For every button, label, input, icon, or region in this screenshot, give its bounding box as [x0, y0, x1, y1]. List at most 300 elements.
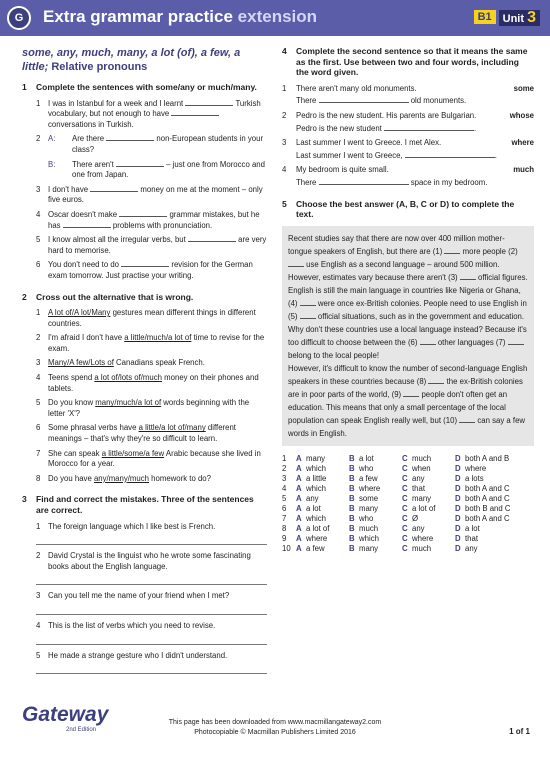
option-letter: B — [349, 463, 355, 473]
option-letter: C — [402, 523, 408, 533]
option-letter: B — [349, 483, 355, 493]
option-row — [282, 474, 534, 484]
passage-text: Recent studies say that there are now over 400 million mother-tongue speakers of English, but there are — [288, 233, 505, 256]
option-letter: B — [349, 533, 355, 543]
option-d[interactable]: that — [465, 533, 479, 543]
option-b[interactable]: some — [359, 493, 379, 503]
option-letter: A — [296, 473, 302, 483]
passage-text: other languages — [437, 337, 496, 347]
section-title-plain: Relative pronouns — [51, 61, 148, 73]
option-letter: B — [349, 513, 355, 523]
item-number: 6 — [36, 423, 41, 433]
option-a[interactable]: many — [306, 453, 326, 463]
option-row — [282, 484, 534, 494]
edition-label: 2nd Edition — [66, 727, 97, 733]
option-row — [282, 544, 534, 554]
second-sentence — [296, 124, 534, 135]
reading-passage — [282, 226, 534, 446]
task-text: Complete the second sentence so that it means the same as the first. Use between two and four words, including the word given. — [296, 46, 528, 78]
item-text: David Crystal is the linguist who he wrote some fascinating books about the English language. — [48, 551, 251, 571]
option-d[interactable]: both A and C — [465, 513, 510, 523]
title-main: Extra grammar practice — [43, 7, 233, 26]
option-letter: A — [296, 543, 302, 553]
option-row — [282, 464, 534, 474]
answer-blank[interactable] — [116, 160, 164, 167]
passage-text: can say a few words in English. — [288, 415, 526, 438]
gap-number: (10) — [443, 415, 458, 425]
item-number: 2 — [36, 134, 41, 144]
answer-line[interactable] — [36, 535, 267, 545]
item-text: homework to do? — [149, 473, 211, 483]
task1-item — [22, 235, 267, 256]
option-a[interactable]: where — [306, 533, 328, 543]
item-number: 1 — [36, 521, 41, 531]
option-row — [282, 524, 534, 534]
option-letter: C — [402, 483, 408, 493]
option-letter: B — [349, 473, 355, 483]
option-d[interactable]: a lots — [465, 473, 484, 483]
task-number: 3 — [22, 494, 27, 505]
option-letter: C — [402, 493, 408, 503]
item-number: 4 — [36, 373, 41, 383]
option-b[interactable]: where — [359, 483, 381, 493]
item-text: conversations in Turkish. — [48, 119, 134, 129]
option-b[interactable]: many — [359, 503, 379, 513]
answer-blank[interactable] — [185, 99, 233, 106]
task-4-instruction — [282, 46, 534, 78]
item-number: 8 — [36, 473, 41, 483]
item-text: – just one from Morocco and one from Japan. — [72, 159, 265, 180]
sentence-end: old monuments. — [410, 96, 467, 106]
task-number: 2 — [22, 291, 27, 302]
underlined-options[interactable]: many/much/a lot of — [95, 398, 162, 408]
question-number: 3 — [282, 473, 287, 483]
item-text: There aren't — [72, 159, 114, 169]
underlined-options[interactable]: Many/A few/Lots of — [48, 358, 114, 368]
option-letter: A — [296, 513, 302, 523]
passage-text: more people — [460, 246, 509, 256]
answer-blank[interactable] — [121, 260, 169, 267]
task-text: Find and correct the mistakes. Three of the sentences are correct. — [36, 494, 254, 515]
task4-item — [282, 111, 534, 134]
passage-text: official figures. — [475, 272, 528, 282]
option-d[interactable]: both A and C — [465, 493, 510, 503]
task4-item — [282, 138, 534, 161]
unit-label — [499, 10, 540, 26]
item-text: Some phrasal verbs have — [48, 423, 139, 433]
first-sentence: Last summer I went to Greece. I met Alex. — [296, 138, 442, 148]
underlined-options[interactable]: a little/some/a few — [101, 448, 165, 458]
item-number: 4 — [36, 209, 41, 219]
gap-blank[interactable] — [459, 416, 475, 423]
item-text: I know almost all the irregular verbs, but — [48, 235, 186, 245]
copyright-note: Photocopiable © Macmillan Publishers Limited 2016 — [194, 729, 356, 736]
download-note: This page has been downloaded from www.macmillangateway2.com — [168, 719, 382, 726]
item-number: 7 — [36, 448, 41, 458]
item-text: I don't have — [48, 184, 89, 194]
question-number: 1 — [282, 453, 287, 463]
item-text: revision for the German exam tomorrow. Just practise your writing. — [48, 260, 253, 280]
answer-blank[interactable] — [319, 178, 409, 185]
item-number: 5 — [36, 650, 41, 660]
task1-item — [22, 134, 267, 155]
question-number: 9 — [282, 533, 287, 543]
gap-blank[interactable] — [460, 273, 476, 280]
item-text: I'm afraid I don't have — [48, 333, 125, 343]
question-number: 7 — [282, 513, 287, 523]
grammar-logo-icon: G — [7, 6, 31, 30]
option-letter: D — [455, 493, 461, 503]
page-footer — [0, 703, 550, 777]
first-sentence: Pedro is the new student. His parents are Bulgarian. — [296, 110, 477, 120]
option-letter: A — [296, 483, 302, 493]
task3-item — [22, 621, 267, 632]
passage-text: English is still the main language in countries like Nigeria or Ghana, — [288, 285, 521, 295]
item-text: Canadians speak French. — [113, 358, 205, 368]
task2-item — [22, 449, 267, 470]
item-number: 5 — [36, 398, 41, 408]
gap-number: (7) — [495, 337, 506, 347]
item-text: Turkish vocabulary, but not enough to have — [48, 98, 261, 119]
section-title — [22, 46, 267, 74]
item-text: Are there — [72, 134, 105, 144]
item-number: 3 — [36, 591, 41, 601]
option-letter: C — [402, 543, 408, 553]
unit-badge — [474, 10, 540, 28]
key-word: much — [513, 165, 534, 175]
gateway-logo: Gateway — [22, 703, 109, 726]
gap-number: (6) — [407, 337, 418, 347]
task-3-instruction — [22, 494, 267, 515]
option-b[interactable]: a few — [359, 473, 378, 483]
passage-text: use English as a second language – around 500 million. However, estimates vary because there aren't — [288, 259, 500, 282]
gap-number: (2) — [508, 246, 518, 256]
option-letter: D — [455, 503, 461, 513]
item-number: 5 — [36, 235, 41, 245]
option-b[interactable]: a lot — [359, 453, 374, 463]
unit-number: 3 — [527, 9, 536, 26]
underlined-options[interactable]: a lot of/lots of/much — [94, 373, 162, 383]
option-letter: D — [455, 543, 461, 553]
item-text: I was in Istanbul for a week and I learnt — [48, 98, 184, 108]
option-a[interactable]: which — [306, 463, 326, 473]
option-c[interactable]: when — [412, 463, 431, 473]
task-number: 4 — [282, 46, 287, 56]
item-text: You don't need to do — [48, 260, 120, 270]
item-text: are very hard to memorise. — [48, 235, 267, 255]
option-d[interactable]: both B and C — [465, 503, 511, 513]
answer-line[interactable] — [36, 575, 267, 585]
item-number: 3 — [36, 184, 41, 194]
task-5-instruction — [282, 199, 534, 220]
item-number: 2 — [36, 333, 41, 343]
task3-item — [22, 551, 267, 572]
gap-blank[interactable] — [444, 247, 460, 254]
speaker-label: A: — [48, 134, 56, 144]
item-text: non-European students in your class? — [72, 134, 264, 154]
option-letter: C — [402, 533, 408, 543]
item-text: This is the list of verbs which you need to revise. — [48, 620, 216, 630]
task1-item — [22, 160, 267, 181]
passage-text: the ex-British colonies are in poor parts of the world, — [288, 376, 523, 399]
sentence-start: Last summer I went to Greece, — [296, 150, 403, 160]
key-word: whose — [509, 110, 534, 120]
answer-line[interactable] — [36, 635, 267, 645]
unit-text: Unit — [502, 13, 525, 25]
option-b[interactable]: which — [359, 533, 379, 543]
answer-line[interactable] — [36, 605, 267, 615]
item-text: words beginning with the letter 'X'? — [48, 398, 250, 418]
question-number: 5 — [282, 493, 287, 503]
question-number: 6 — [282, 503, 287, 513]
gap-number: (5) — [288, 311, 298, 321]
item-text: The foreign language which I like best is French. — [48, 521, 216, 531]
task1-item — [22, 260, 267, 281]
item-text: Can you tell me the name of your friend when I met? — [48, 591, 230, 601]
sentence-end: space in my bedroom. — [410, 177, 488, 187]
level-badge: B1 — [474, 10, 496, 24]
task3-item — [22, 522, 267, 533]
task4-item — [282, 165, 534, 188]
gap-blank[interactable] — [300, 312, 316, 319]
gap-number: (3) — [448, 272, 458, 282]
answer-blank[interactable] — [90, 185, 138, 192]
option-letter: B — [349, 493, 355, 503]
gap-number: (4) — [288, 298, 298, 308]
task4-item — [282, 84, 534, 107]
option-letter: A — [296, 463, 302, 473]
option-a[interactable]: a lot of — [306, 523, 330, 533]
option-letter: D — [455, 483, 461, 493]
option-letter: D — [455, 453, 461, 463]
option-letter: D — [455, 533, 461, 543]
option-letter: D — [455, 473, 461, 483]
speaker-label: B: — [48, 159, 56, 169]
gap-blank[interactable] — [403, 390, 419, 397]
question-number: 2 — [282, 463, 287, 473]
sentence-start: There — [296, 96, 317, 106]
option-row — [282, 494, 534, 504]
gap-blank[interactable] — [508, 338, 524, 345]
item-number: 1 — [282, 83, 287, 93]
passage-text: However, it's difficult to know the number of second-language English speakers in these countries because — [288, 363, 528, 386]
option-a[interactable]: which — [306, 483, 326, 493]
left-column — [22, 46, 267, 680]
sentence-start: There — [296, 177, 317, 187]
option-c[interactable]: that — [412, 483, 426, 493]
option-a[interactable]: a little — [306, 473, 327, 483]
item-number: 2 — [36, 551, 41, 561]
option-d[interactable]: where — [465, 463, 487, 473]
item-number: 2 — [282, 110, 287, 120]
passage-text: people don't often get an education. This means that only a small percentage of the local population can speak English really well, but — [288, 389, 508, 425]
page-title — [43, 7, 317, 27]
sentence-start: Pedro is the new student — [296, 123, 382, 133]
task-text: Choose the best answer (A, B, C or D) to complete the text. — [296, 198, 515, 220]
item-text: different meanings – that's why they're so difficult to learn. — [48, 423, 236, 444]
first-sentence: There aren't many old monuments. — [296, 83, 417, 93]
option-letter: A — [296, 523, 302, 533]
option-letter: C — [402, 473, 408, 483]
item-number: 3 — [36, 358, 41, 368]
passage-text: belong to the local people! — [288, 350, 380, 360]
task-2-instruction — [22, 292, 267, 303]
task2-item — [22, 308, 267, 329]
item-text: money on their phones and tablets. — [48, 373, 259, 393]
underlined-options[interactable]: a little/much/a lot of — [124, 333, 192, 343]
answer-line[interactable] — [36, 664, 267, 674]
option-letter: D — [455, 463, 461, 473]
item-text: time to revise for the exam. — [48, 333, 265, 353]
answer-options-table — [282, 454, 534, 554]
answer-blank[interactable] — [119, 210, 167, 217]
task3-item — [22, 591, 267, 602]
item-number: 1 — [36, 98, 41, 108]
option-row — [282, 514, 534, 524]
sentence-end: . — [474, 123, 477, 133]
answer-blank[interactable] — [384, 123, 477, 133]
item-text: Do you know — [48, 398, 96, 408]
option-a[interactable]: any — [306, 493, 319, 503]
key-word: where — [511, 138, 534, 148]
first-sentence: My bedroom is quite small. — [296, 165, 389, 175]
option-letter: B — [349, 543, 355, 553]
option-c[interactable]: any — [412, 523, 425, 533]
option-letter: A — [296, 503, 302, 513]
option-d[interactable]: any — [465, 543, 478, 553]
underlined-options[interactable]: A lot of/A lot/Many — [48, 308, 111, 318]
option-letter: B — [349, 453, 355, 463]
option-letter: C — [402, 463, 408, 473]
title-extension: extension — [237, 7, 318, 26]
gap-number: (1) — [432, 246, 443, 256]
page-header — [0, 0, 550, 36]
right-column — [282, 46, 534, 554]
item-text: Teens spend — [48, 373, 95, 383]
passage-text: official situations, such as in the government and education. Why don't these countries use a local language instead? Because it's too difficult to choose between the — [288, 311, 527, 347]
underlined-options[interactable]: any/many/much — [93, 473, 149, 483]
option-b[interactable]: many — [359, 543, 379, 553]
sentence-end: . — [494, 150, 497, 160]
item-text: She can speak — [48, 448, 102, 458]
item-text: He made a strange gesture who I didn't understand. — [48, 650, 228, 660]
answer-blank[interactable] — [171, 109, 219, 116]
answer-blank[interactable] — [188, 235, 236, 242]
item-number: 4 — [282, 165, 287, 175]
option-b[interactable]: much — [359, 523, 379, 533]
option-letter: C — [402, 503, 408, 513]
option-letter: A — [296, 453, 302, 463]
second-sentence — [296, 96, 534, 107]
second-sentence — [296, 151, 534, 162]
gap-blank[interactable] — [300, 299, 316, 306]
passage-text: were once ex-British colonies. People need to use English in — [317, 298, 527, 308]
task-text: Cross out the alternative that is wrong. — [36, 291, 194, 302]
option-c[interactable]: a lot of — [412, 503, 436, 513]
answer-blank[interactable] — [319, 96, 409, 103]
gap-number: (8) — [416, 376, 427, 386]
item-text: Arabic because she lived in Morocco for a year. — [48, 448, 261, 469]
option-letter: B — [349, 503, 355, 513]
option-c[interactable]: Ø — [412, 513, 419, 523]
option-c[interactable]: where — [412, 533, 434, 543]
task3-item — [22, 651, 267, 662]
question-number: 4 — [282, 483, 287, 493]
option-letter: B — [349, 523, 355, 533]
item-text: gestures mean different things in different countries. — [48, 308, 256, 328]
item-text: money on me at the moment – only five euros. — [48, 184, 263, 205]
option-d[interactable]: both A and B — [465, 453, 510, 463]
option-c[interactable]: many — [412, 493, 432, 503]
task2-item — [22, 474, 267, 485]
option-d[interactable]: both A and C — [465, 483, 510, 493]
task2-item — [22, 333, 267, 354]
option-b[interactable]: who — [359, 513, 374, 523]
option-c[interactable]: much — [412, 543, 432, 553]
task1-item — [22, 185, 267, 206]
option-letter: C — [402, 513, 408, 523]
second-sentence — [296, 178, 534, 189]
item-number: 1 — [36, 308, 41, 318]
answer-blank[interactable] — [63, 221, 111, 228]
item-text: Do you have — [48, 473, 94, 483]
option-letter: C — [402, 453, 408, 463]
task1-item — [22, 210, 267, 231]
question-number: 8 — [282, 523, 287, 533]
option-letter: D — [455, 513, 461, 523]
option-letter: D — [455, 523, 461, 533]
task2-item — [22, 358, 267, 369]
task2-item — [22, 423, 267, 444]
item-text: Oscar doesn't make — [48, 209, 118, 219]
question-number: 10 — [282, 543, 291, 553]
item-number: 3 — [282, 138, 287, 148]
option-c[interactable]: any — [412, 473, 425, 483]
gap-blank[interactable] — [288, 260, 304, 267]
task-1-instruction — [22, 82, 267, 93]
underlined-options[interactable]: a little/a lot of/many — [138, 423, 206, 433]
option-d[interactable]: a lot — [465, 523, 480, 533]
task-number: 1 — [22, 82, 27, 92]
item-text: grammar mistakes, but he has — [48, 209, 260, 230]
option-letter: A — [296, 533, 302, 543]
option-c[interactable]: much — [412, 453, 432, 463]
option-row — [282, 454, 534, 464]
task-text: Complete the sentences with some/any or much/many. — [36, 82, 257, 92]
key-word: some — [513, 83, 534, 93]
gap-blank[interactable] — [420, 338, 436, 345]
section-title-italic: some, any, much, many, a lot (of), a few, a little; — [22, 47, 241, 73]
item-number: 4 — [36, 620, 41, 630]
gap-blank[interactable] — [428, 377, 444, 384]
option-a[interactable]: a lot — [306, 503, 321, 513]
answer-blank[interactable] — [405, 151, 495, 158]
option-row — [282, 504, 534, 514]
option-row — [282, 534, 534, 544]
task1-item — [22, 99, 267, 131]
option-a[interactable]: which — [306, 513, 326, 523]
task2-item — [22, 398, 267, 419]
page-number: 1 of 1 — [509, 727, 530, 736]
option-a[interactable]: a few — [306, 543, 325, 553]
option-b[interactable]: who — [359, 463, 374, 473]
item-text: problems with pronunciation. — [112, 220, 213, 230]
task-number: 5 — [282, 198, 287, 209]
task2-item — [22, 373, 267, 394]
answer-blank[interactable] — [106, 134, 154, 141]
option-letter: A — [296, 493, 302, 503]
item-number: 6 — [36, 260, 41, 270]
